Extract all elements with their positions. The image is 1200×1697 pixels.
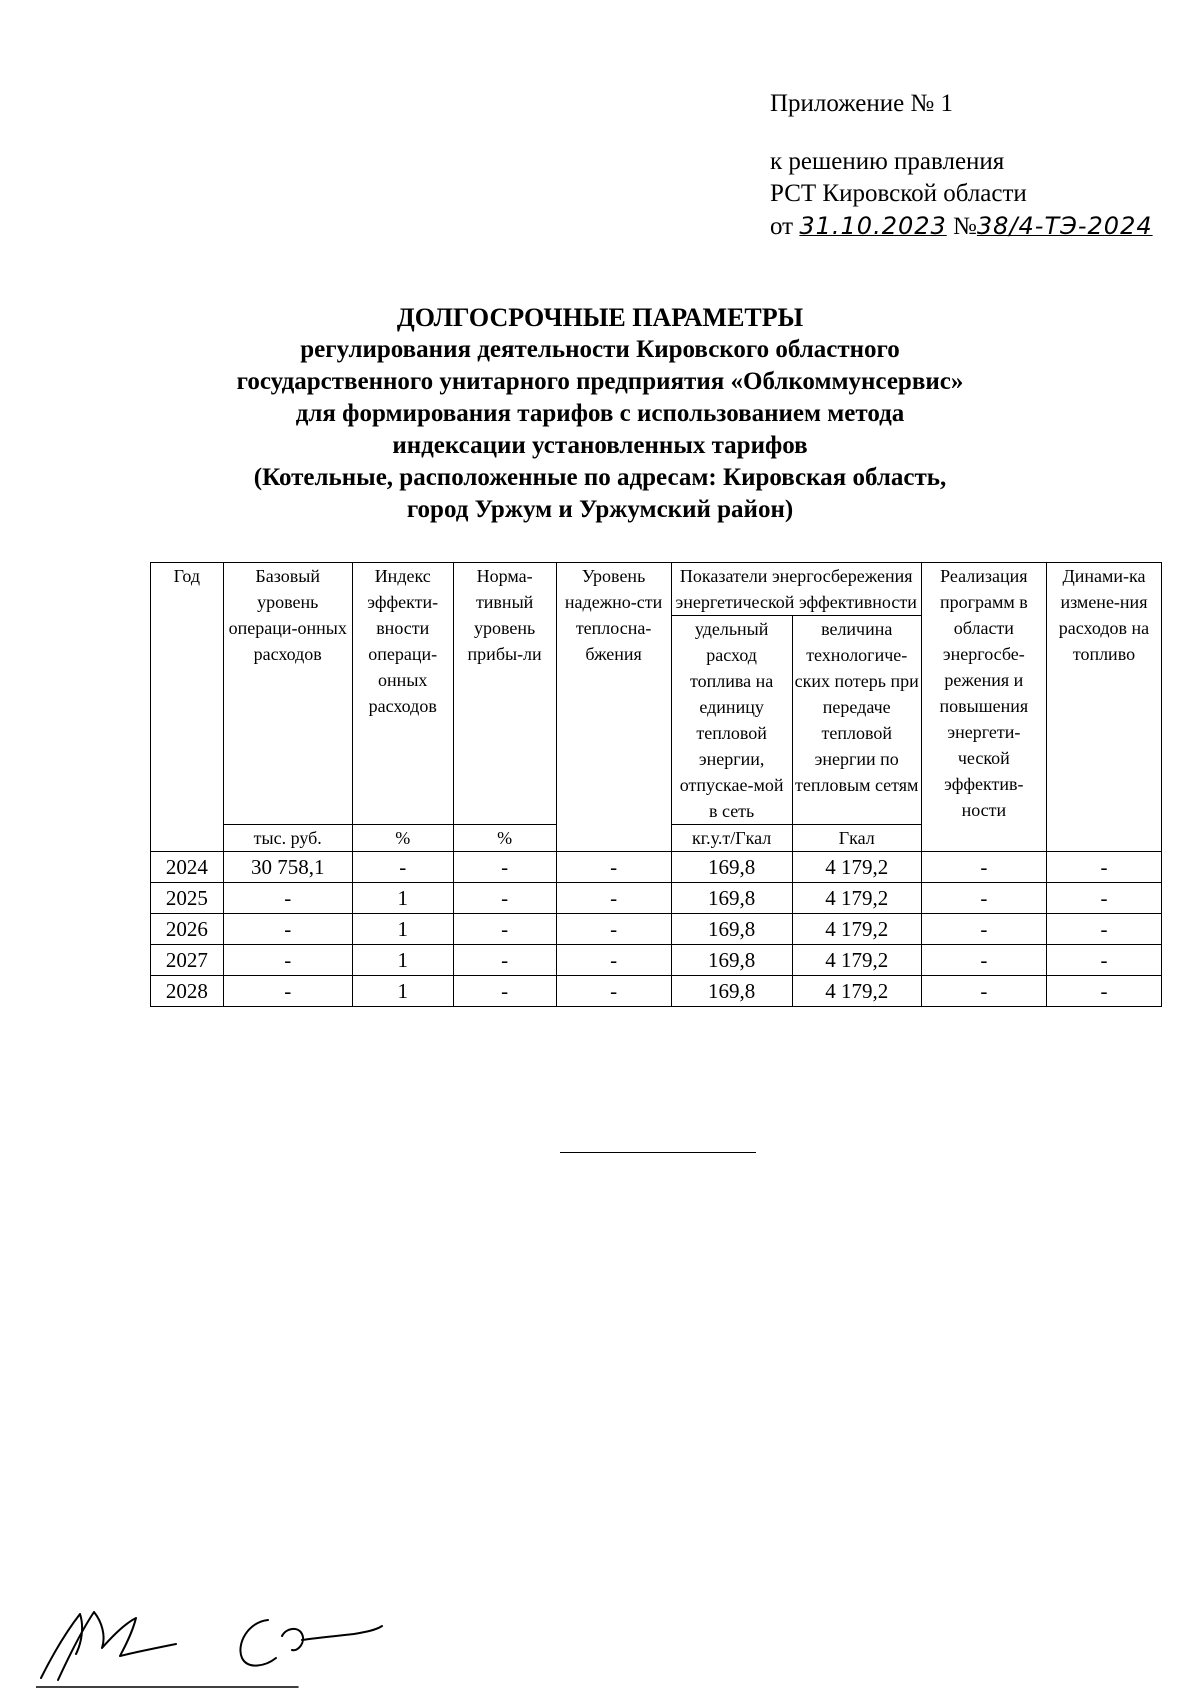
heading-line: для формирования тарифов с использованием метода [295,400,905,427]
unit-base-cost: тыс. руб. [223,825,352,852]
table-row [151,945,1162,976]
cell-fuel-rate: 169,8 [671,852,792,883]
cell-programs: - [921,883,1046,914]
cell-profit-level: - [453,976,556,1007]
cell-year: 2026 [151,914,224,945]
header-profit-level: Норма-тивный уровень прибы-ли [453,563,556,825]
end-separator-line [560,1152,756,1153]
unit-profit-level: % [453,825,556,852]
cell-reliability: - [556,852,671,883]
heading-line: регулирования деятельности Кировского областного [300,336,900,363]
cell-profit-level: - [453,945,556,976]
cell-fuel-rate: 169,8 [671,883,792,914]
header-energy-saving: Показатели энергосбережения энергетической эффективности [671,563,921,616]
cell-programs: - [921,914,1046,945]
signatures [36,1592,396,1692]
unit-efficiency-index: % [352,825,453,852]
document-heading [0,302,1200,526]
cell-fuel-dynamics: - [1046,914,1161,945]
cell-base-cost: - [223,914,352,945]
unit-losses: Гкал [792,825,921,852]
header-fuel-dynamics: Динами-ка измене-ния расходов на топливо [1046,563,1161,852]
appendix-title: Приложение № 1 [770,90,954,117]
appendix-authority-line: РСТ Кировской области [770,180,1027,207]
decision-number: 38/4-ТЭ-2024 [976,212,1153,240]
heading-line: (Котельные, расположенные по адресам: Кировская область, [253,464,947,491]
cell-fuel-dynamics: - [1046,883,1161,914]
cell-losses: 4 179,2 [792,852,921,883]
parameters-table [150,562,1162,1007]
cell-reliability: - [556,914,671,945]
cell-fuel-dynamics: - [1046,976,1161,1007]
cell-base-cost: - [223,945,352,976]
table-row [151,976,1162,1007]
cell-programs: - [921,976,1046,1007]
header-fuel-rate: удельный расход топлива на единицу тепловой энергии, отпускае-мой в сеть [671,616,792,825]
cell-programs: - [921,945,1046,976]
cell-efficiency-index: - [352,852,453,883]
cell-fuel-rate: 169,8 [671,914,792,945]
cell-year: 2024 [151,852,224,883]
cell-profit-level: - [453,883,556,914]
appendix-decision-line: к решению правления [770,148,1005,175]
cell-losses: 4 179,2 [792,883,921,914]
heading-line: город Уржум и Уржумский район) [406,496,794,523]
cell-reliability: - [556,945,671,976]
header-programs: Реализация программ в области энергосбе-режения и повышения энергети-ческой эффектив-ности [921,563,1046,852]
table-row [151,852,1162,883]
cell-fuel-rate: 169,8 [671,945,792,976]
cell-year: 2028 [151,976,224,1007]
cell-losses: 4 179,2 [792,945,921,976]
cell-losses: 4 179,2 [792,914,921,945]
unit-fuel-rate: кг.у.т/Гкал [671,825,792,852]
cell-fuel-dynamics: - [1046,852,1161,883]
cell-base-cost: - [223,976,352,1007]
cell-efficiency-index: 1 [352,976,453,1007]
heading-line: индексации установленных тарифов [392,432,808,459]
header-year: Год [151,563,224,852]
cell-fuel-rate: 169,8 [671,976,792,1007]
appendix-date-line [770,210,1153,243]
table-row [151,883,1162,914]
cell-base-cost: 30 758,1 [223,852,352,883]
cell-efficiency-index: 1 [352,945,453,976]
header-losses: величина технологиче-ских потерь при передаче тепловой энергии по тепловым сетям [792,616,921,825]
signature-one-mark [41,1612,176,1680]
cell-reliability: - [556,976,671,1007]
heading-line: государственного унитарного предприятия «Облкоммунсервис» [236,368,964,395]
cell-efficiency-index: 1 [352,914,453,945]
table-row [151,914,1162,945]
cell-profit-level: - [453,852,556,883]
header-base-cost: Базовый уровень операци-онных расходов [223,563,352,825]
cell-base-cost: - [223,883,352,914]
header-efficiency-index: Индекс эффекти-вности операци-онных расходов [352,563,453,825]
number-prefix: № [953,213,977,240]
cell-year: 2027 [151,945,224,976]
date-prefix: от [770,213,794,240]
cell-programs: - [921,852,1046,883]
cell-losses: 4 179,2 [792,976,921,1007]
cell-year: 2025 [151,883,224,914]
header-row [151,563,1162,616]
decision-date: 31.10.2023 [799,212,947,240]
cell-reliability: - [556,883,671,914]
document-title: ДОЛГОСРОЧНЫЕ ПАРАМЕТРЫ [396,303,804,332]
cell-efficiency-index: 1 [352,883,453,914]
cell-profit-level: - [453,914,556,945]
appendix-reference [770,88,1153,243]
cell-fuel-dynamics: - [1046,945,1161,976]
header-reliability: Уровень надежно-сти теплосна-бжения [556,563,671,852]
signature-two-mark [240,1620,382,1666]
